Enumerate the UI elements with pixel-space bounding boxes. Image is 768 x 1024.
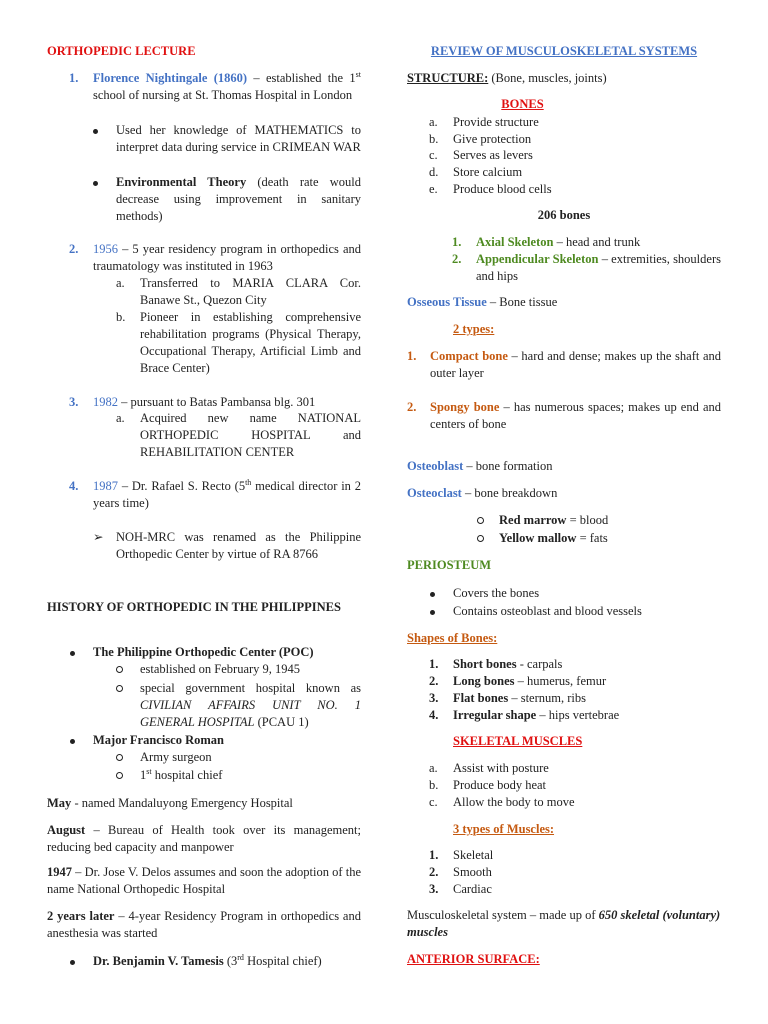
circle-bullet (116, 767, 123, 784)
two-years-later-text: 2 years later – 4-year Residency Program in orthopedics and anesthesia was started (47, 909, 361, 940)
two-types-title: 2 types: (453, 322, 495, 336)
item1-number: 1. (69, 71, 79, 85)
spongy-number: 2. (407, 400, 417, 414)
poc-sub1: established on February 9, 1945 (140, 662, 301, 676)
arrow-bullet-icon: ➢ (93, 530, 104, 544)
circle-bullet (477, 512, 484, 529)
musculoskeletal-text: Musculoskeletal system – made up of 650 skeletal (voluntary) muscles (407, 908, 721, 939)
shape-item: Long bones – humerus, femur (453, 674, 607, 688)
muscle-func-item: Produce body heat (453, 778, 547, 792)
bones-title: BONES (501, 97, 544, 111)
item3-text: 1982 – pursuant to Batas Pambansa blg. 301 (93, 395, 316, 409)
item3-sub-a: Acquired new name NATIONAL ORTHOPEDIC HOSPITAL and REHABILITATION CENTER (140, 411, 361, 459)
shape-number: 3. (429, 691, 439, 705)
circle-bullet (116, 661, 123, 678)
muscle-types-title: 3 types of Muscles: (453, 822, 555, 836)
muscle-func-mark: b. (429, 778, 439, 792)
muscle-type-item: Cardiac (453, 882, 492, 896)
bone-func-item: Provide structure (453, 115, 539, 129)
osseous-text: Osseous Tissue – Bone tissue (407, 295, 558, 309)
compact-number: 1. (407, 349, 417, 363)
may-text: May - named Mandaluyong Emergency Hospital (47, 796, 293, 810)
bullet-dot (70, 644, 75, 661)
spongy-text: Spongy bone – has numerous spaces; makes up end and centers of bone (430, 400, 721, 431)
skeletal-muscles-title: SKELETAL MUSCLES (453, 734, 583, 748)
item2-sub-a: Transferred to MARIA CLARA Cor. Banawe St., Quezon City (140, 276, 361, 307)
bone-count: 206 bones (537, 208, 591, 222)
muscle-func-mark: c. (429, 795, 438, 809)
bone-func-mark: c. (429, 148, 438, 162)
item1-bullet-env: Environmental Theory (death rate would decrease using improvement in sanitary methods) (116, 175, 362, 223)
shapes-title: Shapes of Bones: (407, 631, 498, 645)
bullet-dot (93, 174, 98, 191)
muscle-func-item: Allow the body to move (453, 795, 575, 809)
red-marrow: Red marrow = blood (499, 513, 609, 527)
structure-line: STRUCTURE: (Bone, muscles, joints) (407, 71, 607, 85)
shape-number: 4. (429, 708, 439, 722)
item2-sub-b: Pioneer in establishing comprehensive rehabilitation programs (Physical Therapy, Occupational Therapy, Artificial Limb and Brace Center) (140, 310, 361, 375)
muscle-type-item: Skeletal (453, 848, 494, 862)
lecture-title: ORTHOPEDIC LECTURE (47, 44, 196, 58)
axial-text: Axial Skeleton – head and trunk (476, 235, 641, 249)
bone-func-mark: d. (429, 165, 439, 179)
history-title: HISTORY OF ORTHOPEDIC IN THE PHILIPPINES (47, 600, 341, 614)
muscle-type-number: 1. (429, 848, 439, 862)
shape-number: 1. (429, 657, 439, 671)
periosteum-item: Contains osteoblast and blood vessels (453, 604, 642, 618)
periosteum-item: Covers the bones (453, 586, 540, 600)
bone-func-mark: b. (429, 132, 439, 146)
bone-func-item: Store calcium (453, 165, 523, 179)
item2-sub-b-mark: b. (116, 310, 126, 324)
arrow-text: NOH-MRC was renamed as the Philippine Orthopedic Center by virtue of RA 8766 (116, 530, 361, 561)
item1-name: Florence Nightingale (1860) (93, 71, 248, 85)
item2-number: 2. (69, 242, 79, 256)
bullet-dot (430, 585, 435, 602)
muscle-func-mark: a. (429, 761, 438, 775)
muscle-type-number: 3. (429, 882, 439, 896)
muscle-type-number: 2. (429, 865, 439, 879)
circle-bullet (116, 749, 123, 766)
bullet-dot (70, 953, 75, 970)
item1-bullet-1: Used her knowledge of MATHEMATICS to interpret data during service in CRIMEAN WAR (116, 123, 361, 154)
appendicular-text: Appendicular Skeleton – extremities, shoulders and hips (476, 252, 721, 283)
shape-item: Flat bones – sternum, ribs (453, 691, 586, 705)
poc-sub2: special government hospital known as CIVILIAN AFFAIRS UNIT NO. 1 GENERAL HOSPITAL (PCAU 1) (140, 681, 361, 729)
bone-func-item: Produce blood cells (453, 182, 552, 196)
august-text: August – Bureau of Health took over its management; reducing bed capacity and manpower (47, 823, 361, 854)
shape-item: Irregular shape – hips vertebrae (453, 708, 620, 722)
bullet-dot (70, 732, 75, 749)
muscle-func-item: Assist with posture (453, 761, 549, 775)
axial-number: 1. (452, 235, 462, 249)
bone-func-mark: e. (429, 182, 438, 196)
osteoclast-text: Osteoclast – bone breakdown (407, 486, 558, 500)
bone-func-mark: a. (429, 115, 438, 129)
anterior-surface-title: ANTERIOR SURFACE: (407, 952, 540, 966)
roman-name: Major Francisco Roman (93, 733, 224, 747)
bone-func-item: Give protection (453, 132, 532, 146)
bullet-dot (430, 603, 435, 620)
item3-sub-a-mark: a. (116, 411, 125, 425)
item4-number: 4. (69, 479, 79, 493)
item4-text: 1987 – Dr. Rafael S. Recto (5th medical director in 2 years time) (93, 477, 362, 510)
muscle-type-item: Smooth (453, 865, 492, 879)
yellow-marrow: Yellow mallow = fats (499, 531, 608, 545)
item3-number: 3. (69, 395, 79, 409)
bullet-dot (93, 122, 98, 139)
compact-text: Compact bone – hard and dense; makes up the shaft and outer layer (430, 349, 721, 380)
circle-bullet (116, 680, 123, 697)
item2-text: 1956 – 5 year residency program in orthopedics and traumatology was instituted in 1963 (93, 242, 361, 273)
review-title: REVIEW OF MUSCULOSKELETAL SYSTEMS (430, 44, 698, 58)
roman-sub1: Army surgeon (140, 750, 212, 764)
bone-func-item: Serves as levers (453, 148, 533, 162)
periosteum-title: PERIOSTEUM (407, 558, 492, 572)
item2-sub-a-mark: a. (116, 276, 125, 290)
shape-number: 2. (429, 674, 439, 688)
appendicular-number: 2. (452, 252, 462, 266)
shape-item: Short bones - carpals (453, 657, 563, 671)
osteoblast-text: Osteoblast – bone formation (407, 459, 553, 473)
poc-name: The Philippine Orthopedic Center (POC) (93, 645, 314, 659)
roman-sub2: 1st hospital chief (140, 766, 223, 782)
item1-text: Florence Nightingale (1860) – established the 1st school of nursing at St. Thomas Hospital in London (93, 69, 361, 102)
tamesis-text: Dr. Benjamin V. Tamesis (3rd Hospital chief) (93, 952, 322, 968)
circle-bullet (477, 530, 484, 547)
year-1947-text: 1947 – Dr. Jose V. Delos assumes and soon the adoption of the name National Orthopedic Hospital (47, 865, 361, 896)
